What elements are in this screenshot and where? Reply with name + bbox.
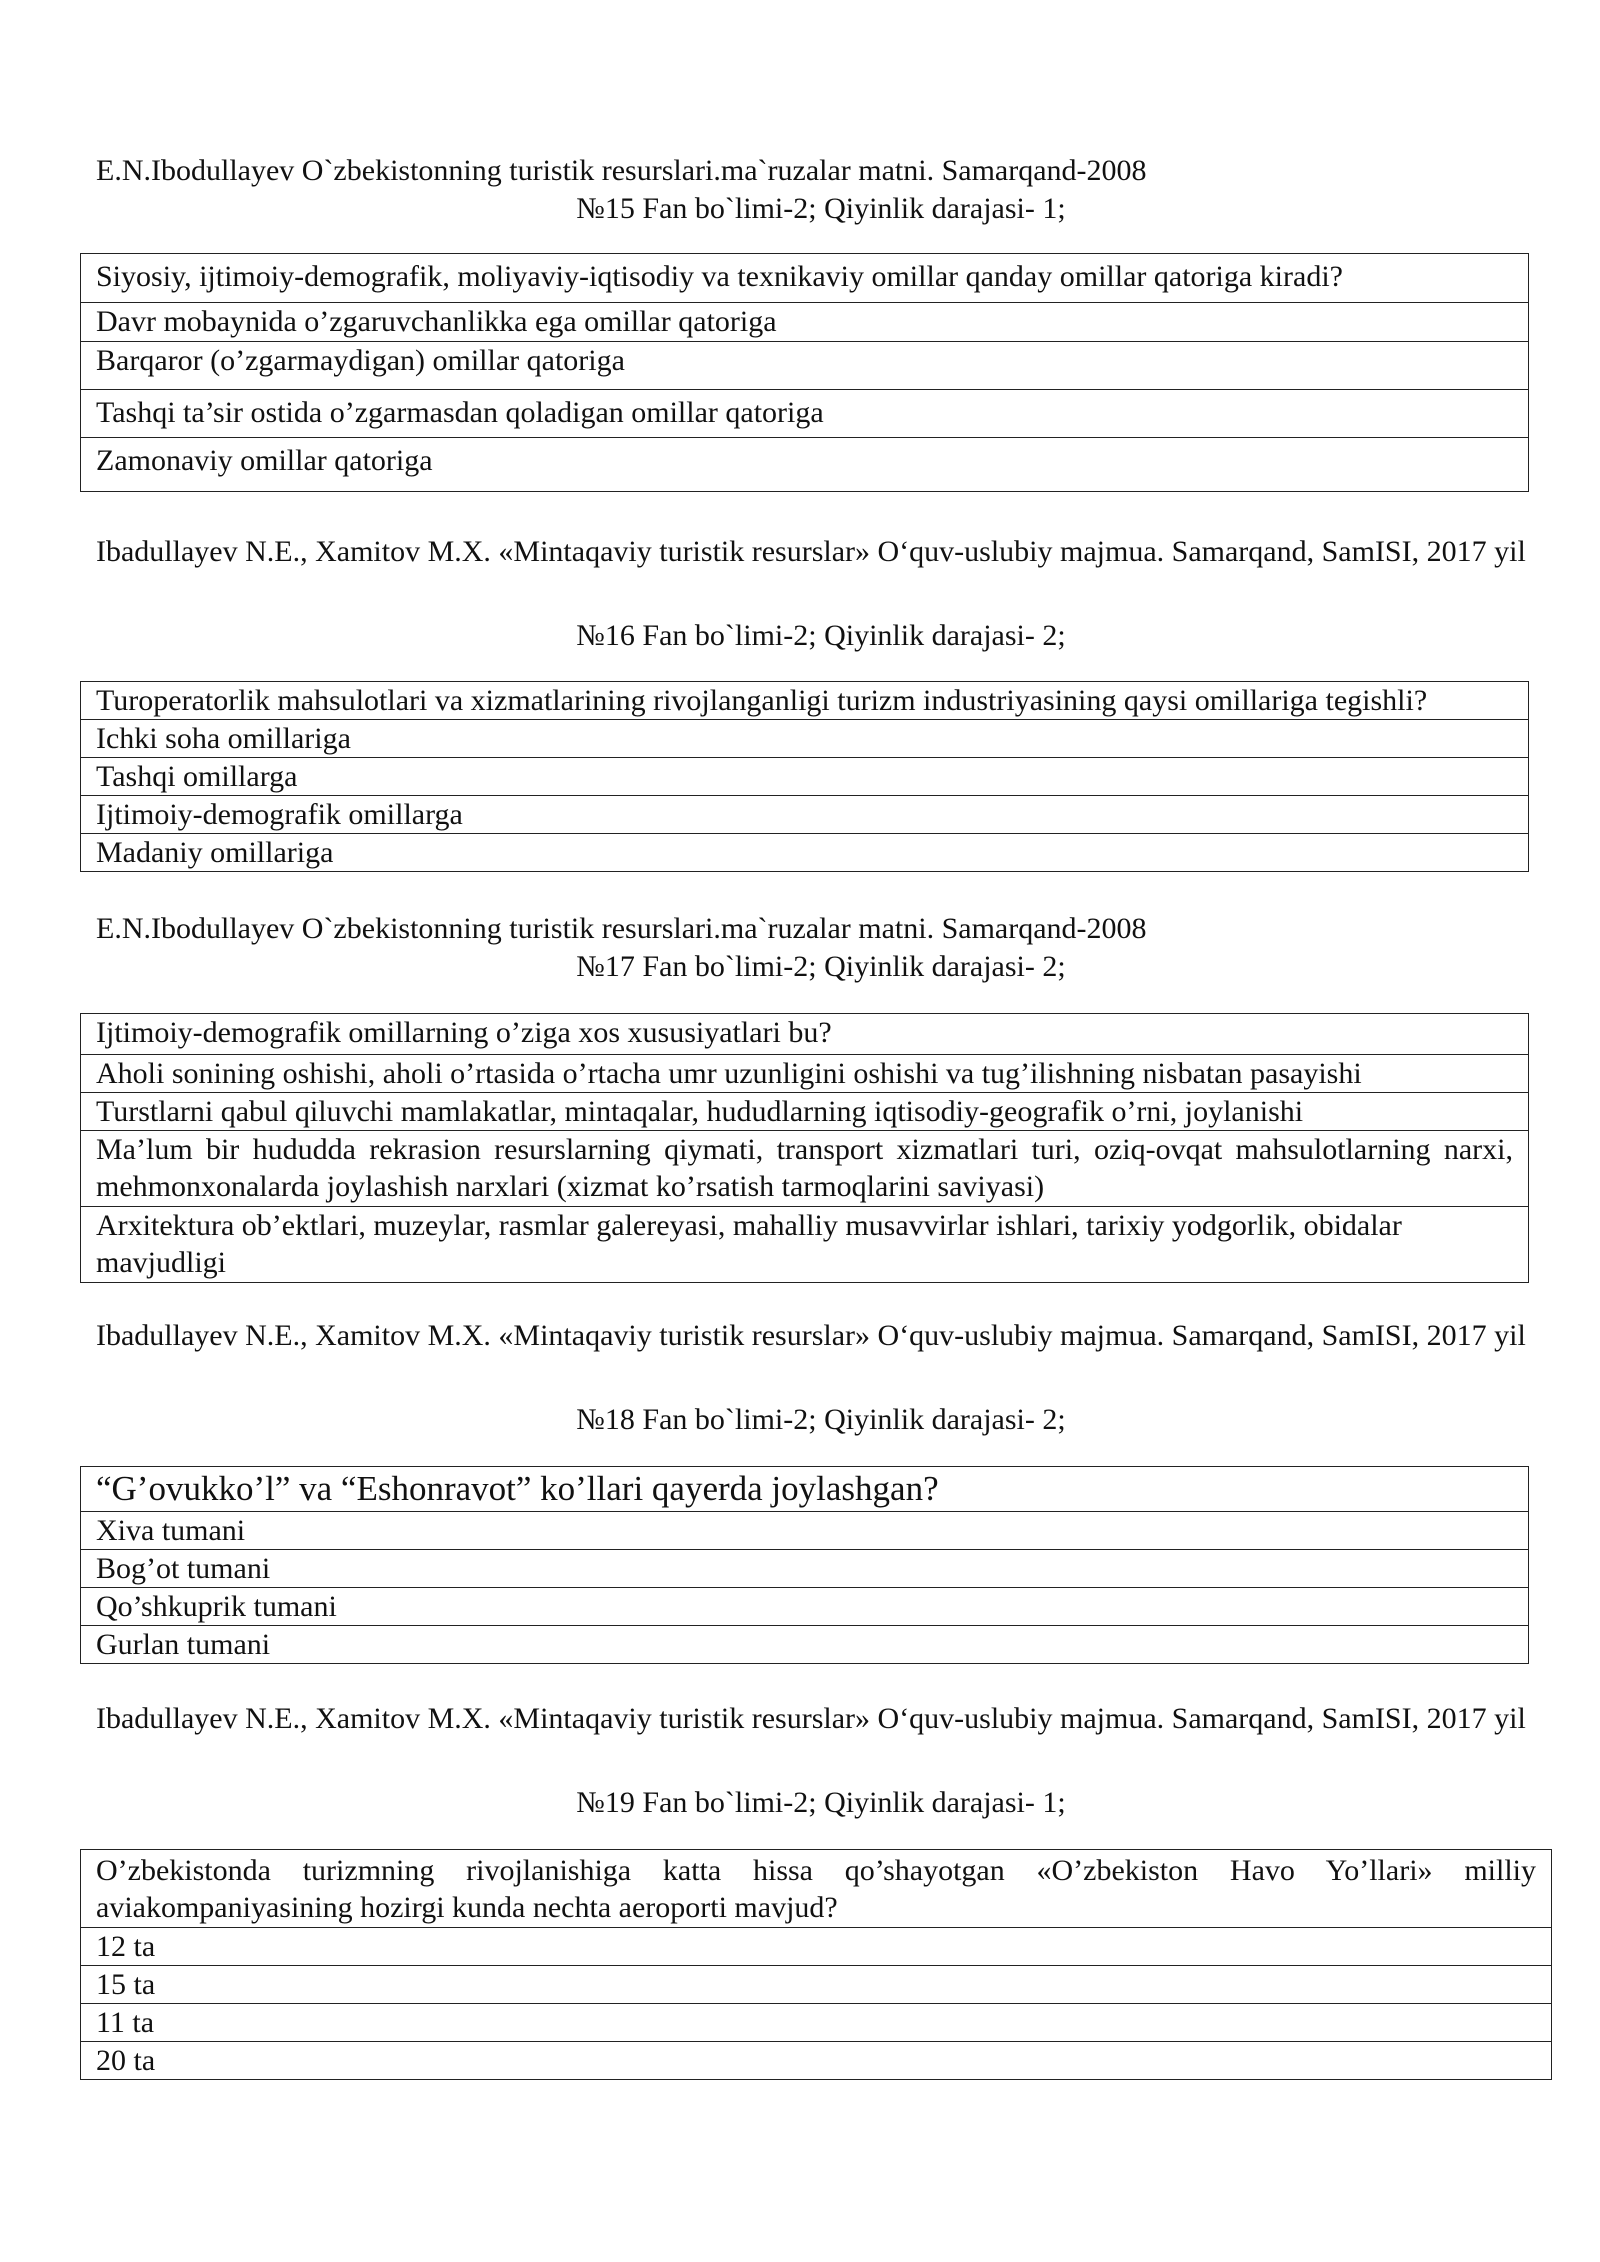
question-text: “G’ovukko’l” va “Eshonravot” ko’llari qayerda joylashgan? bbox=[81, 1467, 1529, 1512]
answer-option: Qo’shkuprik tumani bbox=[81, 1588, 1529, 1626]
answer-option: 15 ta bbox=[81, 1966, 1552, 2004]
answer-option: Gurlan tumani bbox=[81, 1626, 1529, 1664]
question-meta: №17 Fan bo`limi-2; Qiyinlik darajasi- 2; bbox=[576, 950, 1066, 983]
question-table-18 bbox=[80, 1466, 1529, 1664]
answer-option: Aholi sonining oshishi, aholi o’rtasida o’rtacha umr uzunligini oshishi va tug’ilishning nisbatan pasayishi bbox=[81, 1055, 1529, 1093]
question-table-15 bbox=[80, 253, 1529, 492]
question-table-17 bbox=[80, 1013, 1529, 1283]
answer-option: Bog’ot tumani bbox=[81, 1550, 1529, 1588]
question-meta: №18 Fan bo`limi-2; Qiyinlik darajasi- 2; bbox=[576, 1403, 1066, 1436]
question-table-16 bbox=[80, 681, 1529, 872]
question-meta: №16 Fan bo`limi-2; Qiyinlik darajasi- 2; bbox=[576, 619, 1066, 652]
answer-option: Tashqi ta’sir ostida o’zgarmasdan qoladigan omillar qatoriga bbox=[81, 390, 1529, 438]
question-text: Siyosiy, ijtimoiy-demografik, moliyaviy-iqtisodiy va texnikaviy omillar qanday omillar qatoriga kiradi? bbox=[81, 254, 1529, 303]
answer-option: Davr mobaynida o’zgaruvchanlikka ega omillar qatoriga bbox=[81, 303, 1529, 342]
source-reference: Ibadullayev N.E., Xamitov M.X. «Mintaqaviy turistik resurslar» O‘quv-uslubiy majmua. Samarqand, SamISI, 2017 yil bbox=[96, 535, 1526, 568]
answer-option: Tashqi omillarga bbox=[81, 758, 1529, 796]
answer-option: Madaniy omillariga bbox=[81, 834, 1529, 872]
question-table-19 bbox=[80, 1849, 1552, 2080]
question-meta: №15 Fan bo`limi-2; Qiyinlik darajasi- 1; bbox=[576, 192, 1066, 225]
answer-option: Barqaror (o’zgarmaydigan) omillar qatoriga bbox=[81, 342, 1529, 390]
source-reference: E.N.Ibodullayev O`zbekistonning turistik resurslari.ma`ruzalar matni. Samarqand-2008 bbox=[96, 912, 1147, 945]
answer-option: 12 ta bbox=[81, 1928, 1552, 1966]
answer-option: 20 ta bbox=[81, 2042, 1552, 2080]
answer-option: Ma’lum bir hududda rekrasion resurslarning qiymati, transport xizmatlari turi, oziq-ovqat mahsulotlarning narxi, mehmonxonalarda joylashish narxlari (xizmat ko’rsatish tarmoqlarini saviyasi) bbox=[81, 1131, 1529, 1207]
answer-option: Turstlarni qabul qiluvchi mamlakatlar, mintaqalar, hududlarning iqtisodiy-geografik o’rni, joylanishi bbox=[81, 1093, 1529, 1131]
question-text: Ijtimoiy-demografik omillarning o’ziga xos xususiyatlari bu? bbox=[81, 1014, 1529, 1055]
answer-option: Ichki soha omillariga bbox=[81, 720, 1529, 758]
question-meta: №19 Fan bo`limi-2; Qiyinlik darajasi- 1; bbox=[576, 1786, 1066, 1819]
answer-option: Arxitektura ob’ektlari, muzeylar, rasmlar galereyasi, mahalliy musavvirlar ishlari, tarixiy yodgorlik, obidalar mavjudligi bbox=[81, 1207, 1529, 1283]
question-text: O’zbekistonda turizmning rivojlanishiga katta hissa qo’shayotgan «O’zbekiston Havo Yo’llari» milliy aviakompaniyasining hozirgi kunda nechta aeroporti mavjud? bbox=[81, 1850, 1552, 1928]
answer-option: Xiva tumani bbox=[81, 1512, 1529, 1550]
answer-option: 11 ta bbox=[81, 2004, 1552, 2042]
answer-option: Ijtimoiy-demografik omillarga bbox=[81, 796, 1529, 834]
source-reference: Ibadullayev N.E., Xamitov M.X. «Mintaqaviy turistik resurslar» O‘quv-uslubiy majmua. Samarqand, SamISI, 2017 yil bbox=[96, 1702, 1526, 1735]
source-reference: Ibadullayev N.E., Xamitov M.X. «Mintaqaviy turistik resurslar» O‘quv-uslubiy majmua. Samarqand, SamISI, 2017 yil bbox=[96, 1319, 1526, 1352]
question-text: Turoperatorlik mahsulotlari va xizmatlarining rivojlanganligi turizm industriyasining qaysi omillariga tegishli? bbox=[81, 682, 1529, 720]
source-reference: E.N.Ibodullayev O`zbekistonning turistik resurslari.ma`ruzalar matni. Samarqand-2008 bbox=[96, 154, 1147, 187]
answer-option: Zamonaviy omillar qatoriga bbox=[81, 438, 1529, 492]
